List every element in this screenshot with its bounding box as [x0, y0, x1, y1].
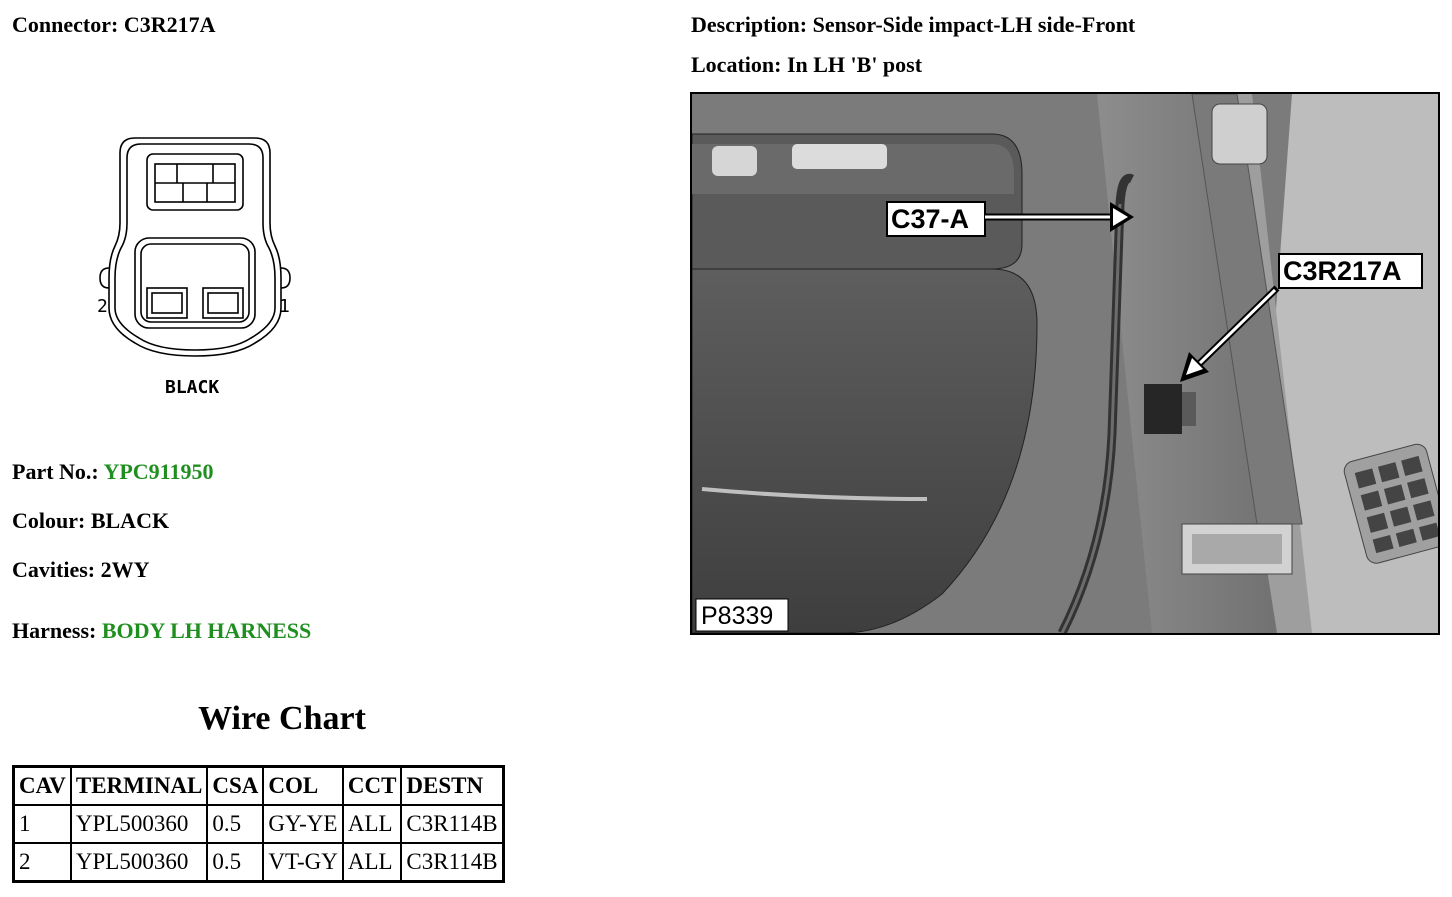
cell-col: VT-GY	[263, 843, 342, 882]
figure-id-text: P8339	[701, 602, 774, 630]
wire-chart-table	[12, 765, 505, 883]
cavities-line	[12, 557, 149, 583]
description-label: Description:	[691, 12, 808, 37]
cell-cav: 2	[14, 843, 71, 882]
description-value: Sensor-Side impact-LH side-Front	[812, 12, 1136, 37]
table-row	[14, 843, 504, 882]
cell-terminal: YPL500360	[71, 805, 208, 843]
callout-c3r217a-text: C3R217A	[1283, 256, 1402, 286]
cell-terminal: YPL500360	[71, 843, 208, 882]
harness-value[interactable]: BODY LH HARNESS	[101, 618, 312, 643]
table-row	[14, 805, 504, 843]
cell-csa: 0.5	[207, 805, 263, 843]
location-value: In LH 'B' post	[786, 52, 923, 77]
location-label: Location:	[691, 52, 782, 77]
part-value[interactable]: YPC911950	[103, 459, 214, 484]
header-cav: CAV	[14, 767, 71, 806]
colour-label: Colour:	[12, 508, 86, 533]
cavities-value: 2WY	[100, 557, 150, 582]
connector-line	[12, 12, 215, 38]
cell-destn: C3R114B	[401, 805, 503, 843]
cell-cav: 1	[14, 805, 71, 843]
colour-line	[12, 508, 169, 534]
wire-chart-title: Wire Chart	[198, 700, 366, 737]
cell-col: GY-YE	[263, 805, 342, 843]
harness-label: Harness:	[12, 618, 97, 643]
location-photo	[690, 92, 1440, 635]
connector-label: Connector:	[12, 12, 119, 37]
header-terminal: TERMINAL	[71, 767, 208, 806]
part-label: Part No.:	[12, 459, 99, 484]
header-destn: DESTN	[401, 767, 503, 806]
impact-sensor	[1144, 384, 1182, 434]
cavity-block	[135, 238, 255, 328]
cell-csa: 0.5	[207, 843, 263, 882]
pin-number-1: 1	[279, 296, 290, 317]
callout-c37a-text: C37-A	[891, 204, 970, 234]
location-line	[691, 52, 922, 78]
header-cct: CCT	[343, 767, 402, 806]
connector-colour-text: BLACK	[165, 377, 220, 398]
connector-value: C3R217A	[123, 12, 216, 37]
wire-chart-header-row	[14, 767, 504, 806]
part-number-line	[12, 459, 213, 485]
description-line	[691, 12, 1135, 38]
cavities-label: Cavities:	[12, 557, 96, 582]
header-csa: CSA	[207, 767, 263, 806]
cell-destn: C3R114B	[401, 843, 503, 882]
harness-line	[12, 618, 311, 644]
cell-cct: ALL	[343, 843, 402, 882]
connector-face-drawing	[95, 128, 295, 403]
pin-number-2: 2	[97, 296, 108, 317]
colour-value: BLACK	[90, 508, 170, 533]
cell-cct: ALL	[343, 805, 402, 843]
header-col: COL	[263, 767, 342, 806]
connector-body-outline	[109, 138, 281, 356]
